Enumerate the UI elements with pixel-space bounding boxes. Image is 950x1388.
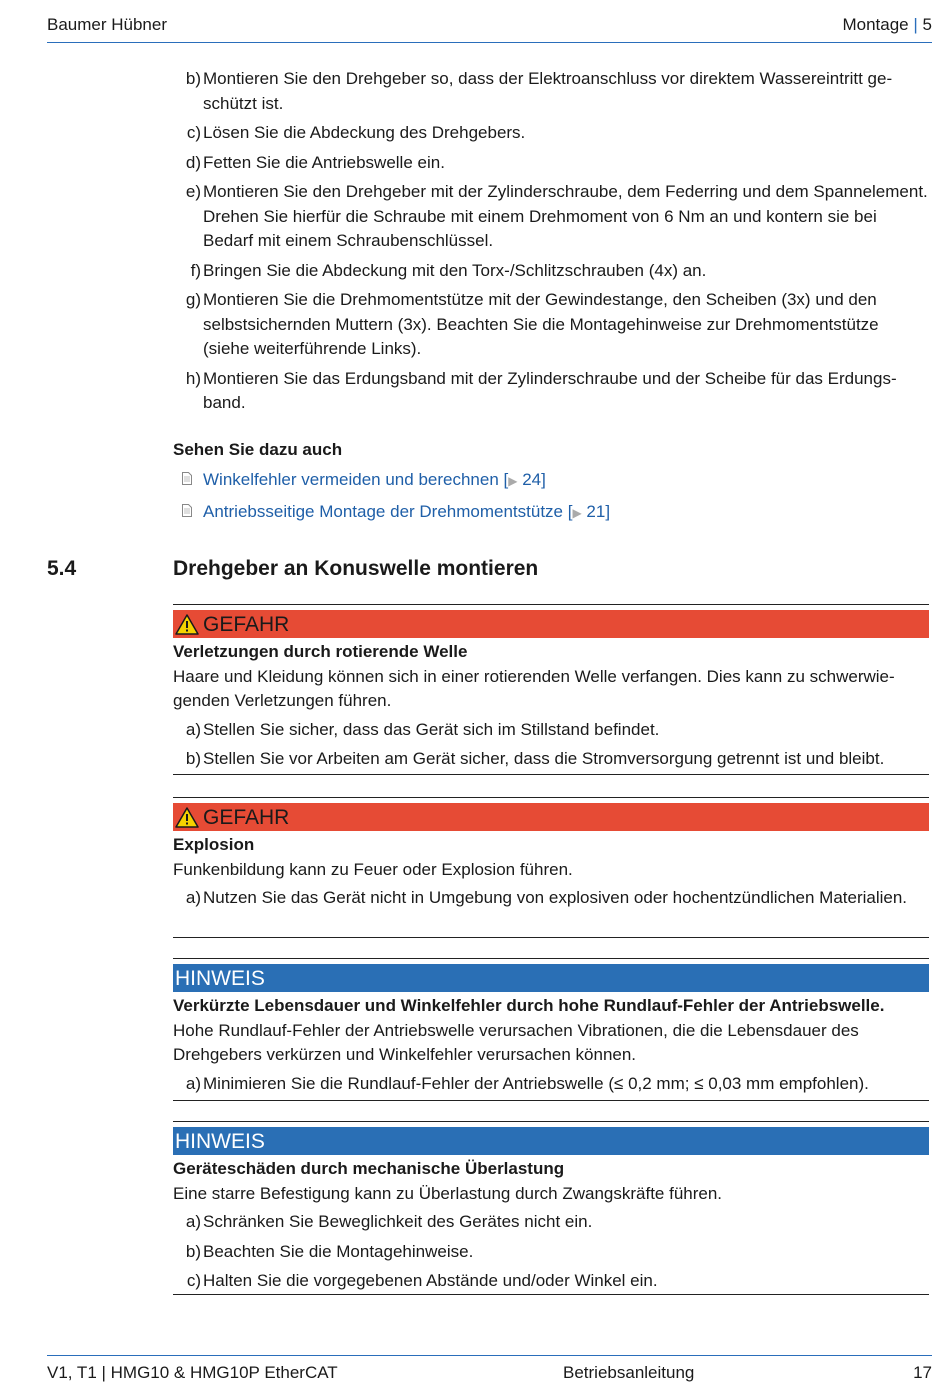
document-icon bbox=[182, 472, 192, 485]
step-text: Minimieren Sie die Rundlauf-Fehler der Antriebswelle (≤ 0,2 mm; ≤ 0,03 mm empfohlen). bbox=[203, 1073, 869, 1093]
step-item bbox=[173, 747, 929, 772]
step-label: d) bbox=[185, 152, 201, 172]
triangle-right-icon: ▶ bbox=[572, 505, 582, 520]
chapter-title: Montage bbox=[842, 15, 909, 34]
step-label: g) bbox=[185, 290, 201, 309]
step-label: b) bbox=[185, 1241, 201, 1261]
section-title: Drehgeber an Konuswelle montieren bbox=[173, 557, 539, 580]
step-label: h) bbox=[185, 368, 201, 388]
step-label: b) bbox=[185, 69, 201, 88]
danger-box bbox=[173, 797, 929, 938]
document-icon bbox=[182, 504, 192, 517]
notice-heading: Geräteschäden durch mechanische Überlastung bbox=[173, 1159, 565, 1178]
step-item bbox=[173, 259, 929, 284]
step-label: e) bbox=[185, 182, 201, 201]
document-type: Betriebsanleitung bbox=[563, 1363, 695, 1382]
hazard-heading: Explosion bbox=[173, 835, 255, 854]
step-text: Montieren Sie den Drehgeber so, dass der Elektroanschluss vor direktem Wassereintritt geschützt ist. bbox=[203, 69, 893, 113]
page-footer bbox=[47, 1355, 932, 1388]
link-text: Antriebsseitige Montage der Drehmomentstütze [ bbox=[203, 501, 573, 521]
triangle-right-icon: ▶ bbox=[508, 474, 518, 488]
signal-word: GEFAHR bbox=[203, 613, 290, 636]
header-chapter bbox=[842, 15, 932, 35]
company-name: Baumer Hübner bbox=[47, 15, 168, 34]
step-item bbox=[173, 180, 929, 254]
step-item bbox=[173, 367, 929, 416]
notice-bar bbox=[173, 964, 929, 992]
see-also-link[interactable] bbox=[173, 500, 929, 526]
signal-word: HINWEIS bbox=[175, 1130, 265, 1153]
document-version: V1, T1 | HMG10 & HMG10P EtherCAT bbox=[47, 1363, 338, 1382]
step-text: Halten Sie die vorgegebenen Abstände und/oder Winkel ein. bbox=[203, 1271, 658, 1290]
see-also-link[interactable] bbox=[173, 468, 929, 494]
step-item bbox=[173, 886, 929, 911]
warning-triangle-icon bbox=[175, 807, 199, 828]
step-text: Lösen Sie die Abdeckung des Drehgebers. bbox=[203, 123, 526, 142]
step-item bbox=[173, 1210, 929, 1235]
step-text: Montieren Sie die Drehmomentstütze mit der Gewindestange, den Scheiben (3x) und den selbstsichernden Muttern (3x). Beachten Sie die Montagehinweise zur Drehmomentstütze (siehe weiterführende Links). bbox=[203, 290, 879, 358]
step-text: Stellen Sie sicher, dass das Gerät sich im Stillstand befindet. bbox=[203, 719, 660, 739]
see-also-title: Sehen Sie dazu auch bbox=[173, 439, 343, 459]
danger-bar bbox=[173, 610, 929, 638]
step-label: b) bbox=[185, 749, 201, 768]
hazard-body: Funkenbildung kann zu Feuer oder Explosion führen. bbox=[173, 859, 573, 879]
step-text: Stellen Sie vor Arbeiten am Gerät sicher, dass die Stromversorgung getrennt ist und bleibt. bbox=[203, 749, 885, 768]
step-label: c) bbox=[186, 123, 201, 142]
danger-box bbox=[173, 604, 929, 775]
step-text: Bringen Sie die Abdeckung mit den Torx-/Schlitzschrauben (4x) an. bbox=[203, 260, 707, 280]
chapter-number: 5 bbox=[922, 15, 932, 34]
notice-heading: Verkürzte Lebensdauer und Winkelfehler durch hohe Rundlauf-Fehler der Antriebswelle. bbox=[173, 996, 885, 1015]
link-page: 21] bbox=[581, 501, 611, 521]
notice-box bbox=[173, 958, 929, 1101]
step-text: Beachten Sie die Montagehinweise. bbox=[203, 1241, 474, 1261]
notice-box bbox=[173, 1121, 929, 1295]
link-page: 24] bbox=[517, 470, 546, 489]
step-item bbox=[173, 1240, 929, 1265]
step-text: Montieren Sie den Drehgeber mit der Zylinderschraube, dem Federring und dem Spannelement. Drehen Sie hierfür die Schraube mit einem Drehmoment von 6 Nm an und kontern sie bei Bedarf mit einem Schraubenschlüssel. bbox=[203, 182, 928, 250]
signal-word: GEFAHR bbox=[203, 806, 290, 829]
step-label: a) bbox=[185, 1212, 201, 1231]
warning-triangle-icon bbox=[175, 614, 199, 635]
step-label: f) bbox=[190, 260, 201, 280]
step-item bbox=[173, 121, 929, 146]
hazard-heading: Verletzungen durch rotierende Welle bbox=[173, 642, 468, 661]
header-separator: | bbox=[913, 15, 918, 34]
section-number: 5.4 bbox=[47, 557, 77, 580]
step-label: a) bbox=[185, 888, 201, 907]
step-item bbox=[173, 1072, 929, 1097]
hazard-body: Haare und Kleidung können sich in einer rotierenden Welle verfangen. Dies kann zu schwerwiegenden Verletzungen führen. bbox=[173, 666, 895, 710]
step-label: c) bbox=[186, 1271, 201, 1290]
step-text: Fetten Sie die Antriebswelle ein. bbox=[203, 152, 445, 172]
step-item bbox=[173, 718, 929, 743]
step-text: Schränken Sie Beweglichkeit des Gerätes nicht ein. bbox=[203, 1212, 593, 1231]
notice-bar bbox=[173, 1127, 929, 1155]
notice-body: Hohe Rundlauf-Fehler der Antriebswelle verursachen Vibrationen, die die Lebensdauer des Drehgebers verkürzen und Winkelfehler verursachen können. bbox=[173, 1020, 859, 1064]
danger-bar bbox=[173, 803, 929, 831]
step-item bbox=[173, 1269, 929, 1294]
step-label: a) bbox=[185, 719, 201, 739]
page-header bbox=[47, 12, 932, 43]
step-label: a) bbox=[185, 1073, 201, 1093]
page-number: 17 bbox=[913, 1363, 932, 1382]
link-text: Winkelfehler vermeiden und berechnen [ bbox=[203, 470, 509, 489]
step-item bbox=[173, 151, 929, 176]
step-item bbox=[173, 67, 929, 116]
notice-body: Eine starre Befestigung kann zu Überlastung durch Zwangskräfte führen. bbox=[173, 1183, 723, 1203]
step-text: Montieren Sie das Erdungsband mit der Zylinderschraube und der Scheibe für das Erdungsband. bbox=[203, 368, 897, 412]
step-item bbox=[173, 288, 929, 362]
signal-word: HINWEIS bbox=[175, 967, 265, 990]
step-text: Nutzen Sie das Gerät nicht in Umgebung von explosiven oder hochentzündlichen Materialien. bbox=[203, 888, 908, 907]
step-list-top bbox=[173, 67, 929, 531]
